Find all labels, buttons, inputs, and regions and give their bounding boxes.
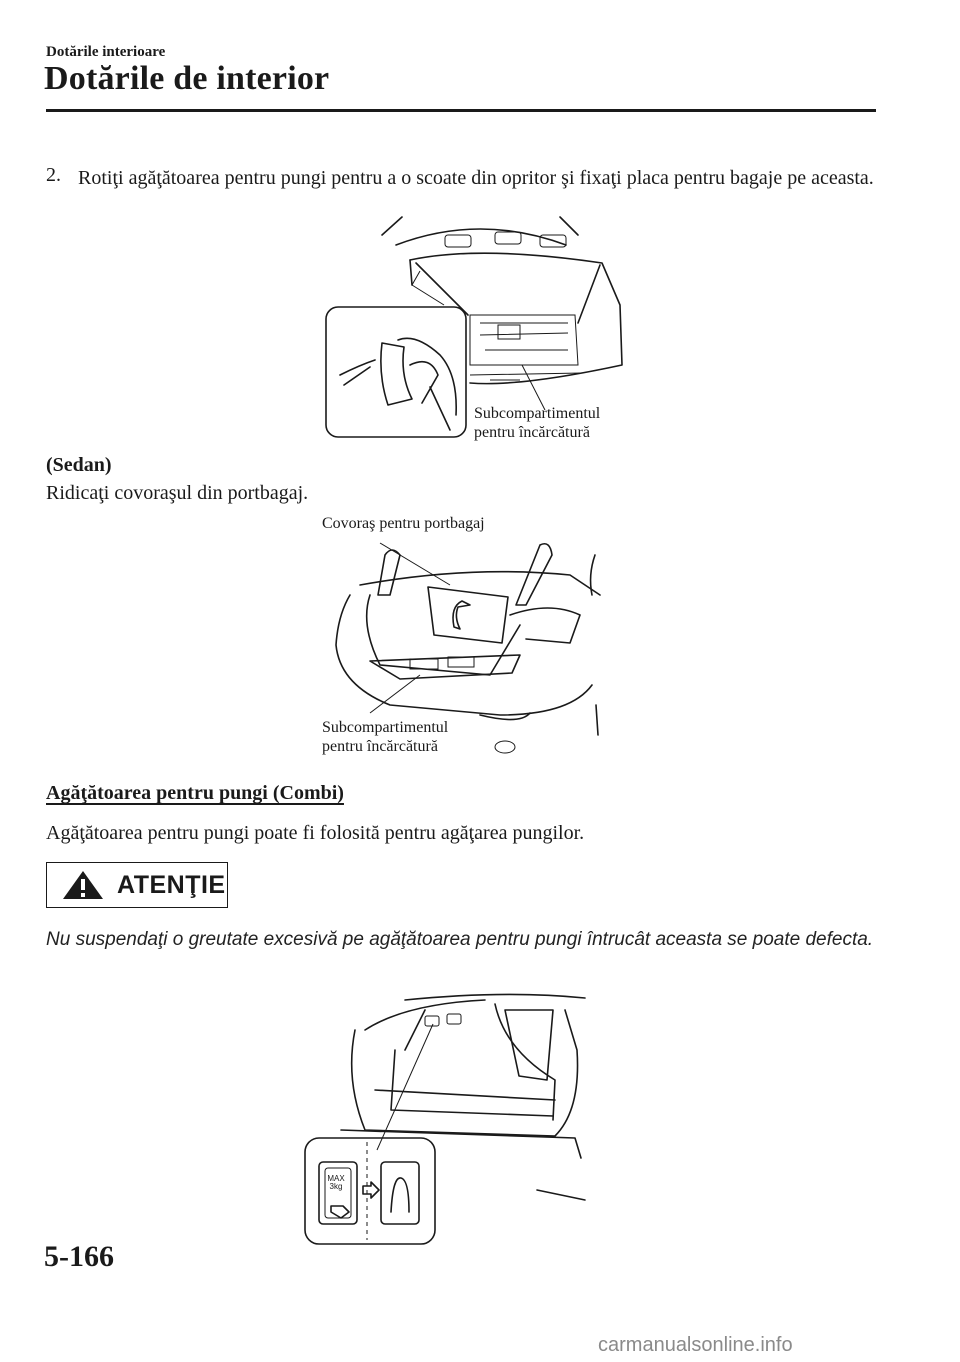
max-label-line: MAX	[327, 1174, 345, 1183]
section-label: Dotările interioare	[46, 44, 166, 60]
bag-hook-heading: Agăţătoarea pentru pungi (Combi)	[46, 782, 344, 804]
step-text: Rotiţi agăţătoarea pentru pungi pentru a o scoate din opritor şi fixaţi placa pentru bagaje pe aceasta.	[78, 167, 874, 189]
sedan-heading: (Sedan)	[46, 454, 112, 476]
max-label-line: 3kg	[329, 1182, 343, 1191]
figure2-callout-bottom	[322, 718, 448, 756]
warning-triangle-icon	[61, 869, 105, 901]
callout-line: pentru încărcătură	[322, 738, 438, 755]
caution-text: Nu suspendaţi o greutate excesivă pe agăţătoarea pentru pungi întrucât aceasta se poate defecta.	[46, 929, 874, 950]
watermark: carmanualsonline.info	[598, 1334, 793, 1356]
callout-line: Subcompartimentul	[322, 719, 449, 736]
caution-box	[46, 862, 228, 908]
bag-hook-text: Agăţătoarea pentru pungi poate fi folosită pentru agăţarea pungilor.	[46, 822, 585, 844]
page-number: 5-166	[44, 1240, 114, 1273]
page-title: Dotările de interior	[44, 60, 330, 97]
figure2-callout-top: Covoraş pentru portbagaj	[322, 515, 485, 532]
step-number: 2.	[46, 164, 61, 186]
figure-wagon-bag-hook	[305, 990, 625, 1250]
sedan-text: Ridicaţi covoraşul din portbagaj.	[46, 482, 309, 504]
caution-label: ATENŢIE	[117, 871, 226, 899]
callout-line: pentru încărcătură	[474, 424, 590, 441]
title-divider	[46, 109, 876, 112]
figure1-callout	[474, 404, 600, 442]
max-load-label	[323, 1175, 349, 1191]
callout-line: Subcompartimentul	[474, 405, 601, 422]
